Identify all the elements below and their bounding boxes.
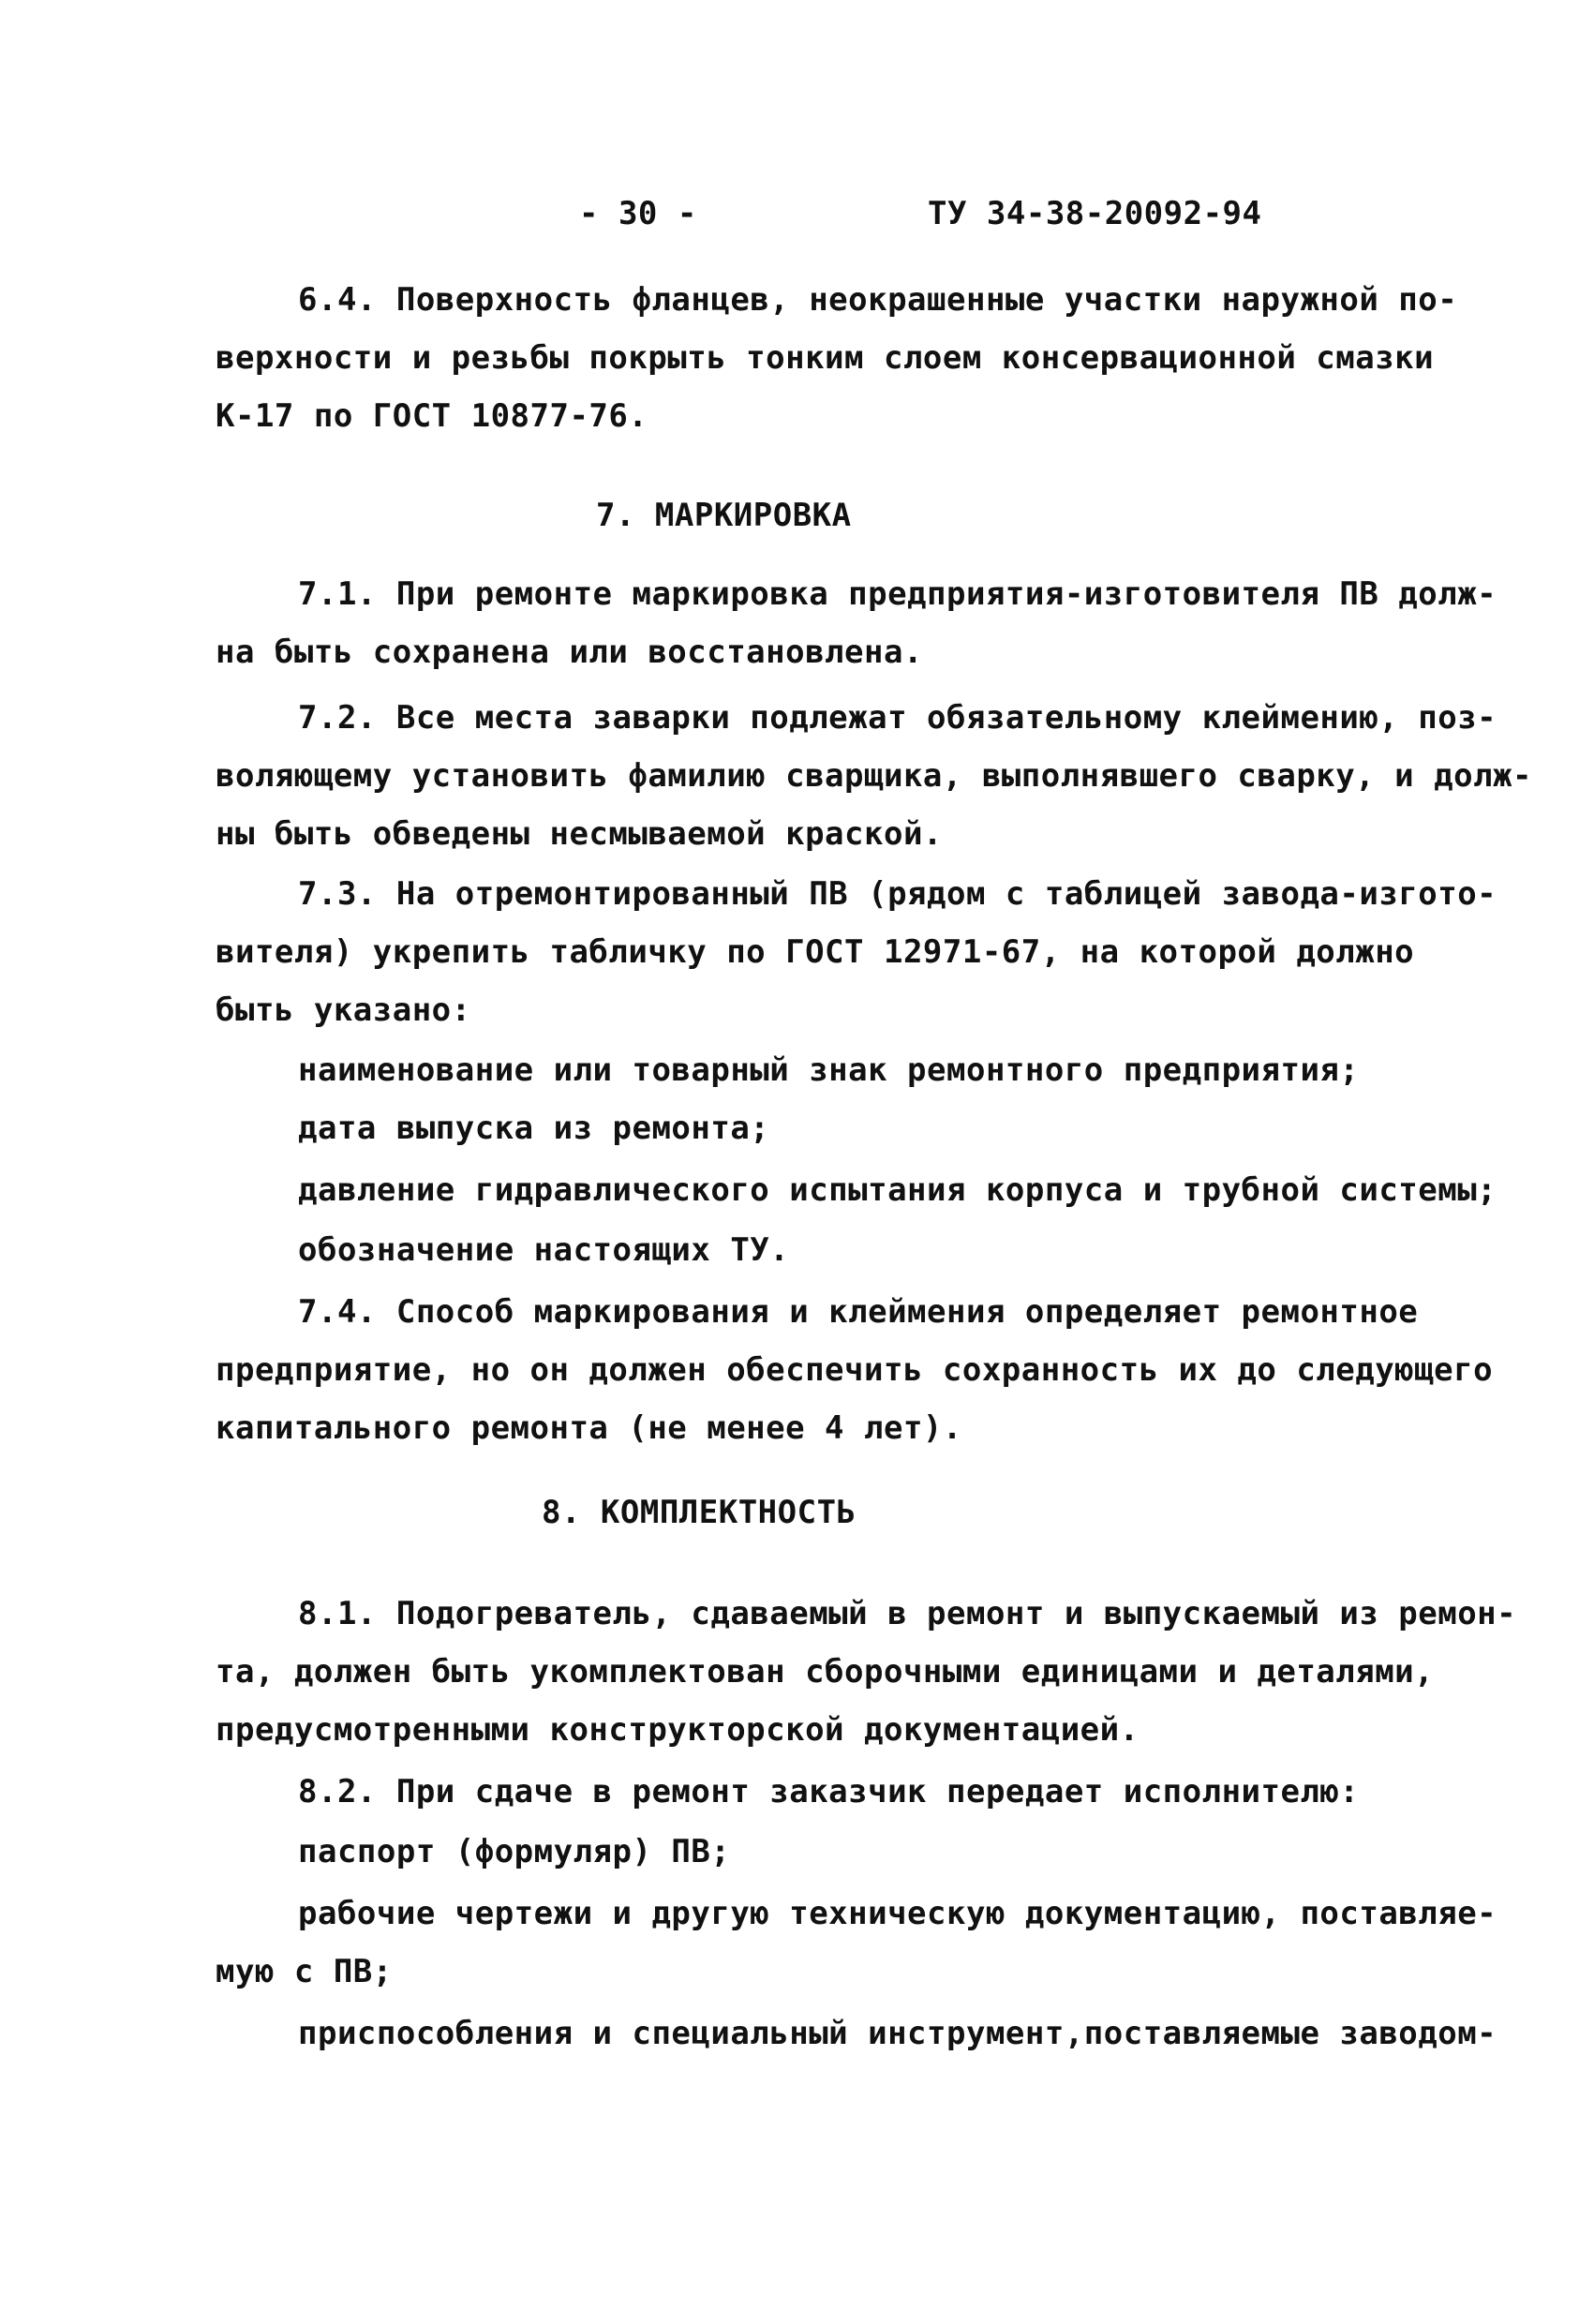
page-number: - 30 - [579, 195, 697, 232]
paragraph-line: 6.4. Поверхность фланцев, неокрашенные участки наружной по- [298, 281, 1458, 319]
paragraph-line: предусмотренными конструкторской документацией. [216, 1711, 1140, 1749]
paragraph-line: К-17 по ГОСТ 10877-76. [216, 397, 648, 435]
list-item: приспособления и специальный инструмент,поставляемые заводом- [298, 2015, 1497, 2052]
list-item: рабочие чертежи и другую техническую документацию, поставляе- [298, 1895, 1497, 1932]
paragraph-line: вителя) укрепить табличку по ГОСТ 12971-67, на которой должно [216, 933, 1415, 971]
paragraph-line: 7.3. На отремонтированный ПВ (рядом с таблицей завода-изгото- [298, 875, 1497, 913]
paragraph-line: 7.4. Способ маркирования и клеймения определяет ремонтное [298, 1293, 1419, 1331]
paragraph-line: ны быть обведены несмываемой краской. [216, 815, 943, 853]
paragraph-line: на быть сохранена или восстановлена. [216, 633, 923, 671]
paragraph-line: 7.1. При ремонте маркировка предприятия-изготовителя ПВ долж- [298, 575, 1497, 613]
list-item: давление гидравлического испытания корпуса и трубной системы; [298, 1171, 1497, 1209]
paragraph-line: предприятие, но он должен обеспечить сохранность их до следующего [216, 1351, 1494, 1389]
section-heading: 7. МАРКИРОВКА [596, 497, 852, 534]
section-heading: 8. КОМПЛЕКТНОСТЬ [542, 1494, 857, 1531]
list-item: наименование или товарный знак ремонтного предприятия; [298, 1051, 1360, 1089]
paragraph-line: 7.2. Все места заварки подлежат обязательному клеймению, поз- [298, 699, 1497, 737]
document-code: ТУ 34-38-20092-94 [928, 195, 1262, 232]
paragraph-line: верхности и резьбы покрыть тонким слоем консервационной смазки [216, 339, 1435, 377]
paragraph-line: та, должен быть укомплектован сборочными единицами и деталями, [216, 1653, 1435, 1691]
list-item: мую с ПВ; [216, 1953, 393, 1990]
paragraph-line: воляющему установить фамилию сварщика, выполнявшего сварку, и долж- [216, 757, 1532, 795]
paragraph-line: капитального ремонта (не менее 4 лет). [216, 1409, 962, 1447]
list-item: дата выпуска из ремонта; [298, 1110, 770, 1147]
paragraph-line: быть указано: [216, 991, 471, 1029]
paragraph-line: 8.2. При сдаче в ремонт заказчик передает исполнителю: [298, 1773, 1360, 1810]
list-item: паспорт (формуляр) ПВ; [298, 1833, 731, 1870]
list-item: обозначение настоящих ТУ. [298, 1231, 790, 1269]
paragraph-line: 8.1. Подогреватель, сдаваемый в ремонт и выпускаемый из ремон- [298, 1595, 1517, 1632]
